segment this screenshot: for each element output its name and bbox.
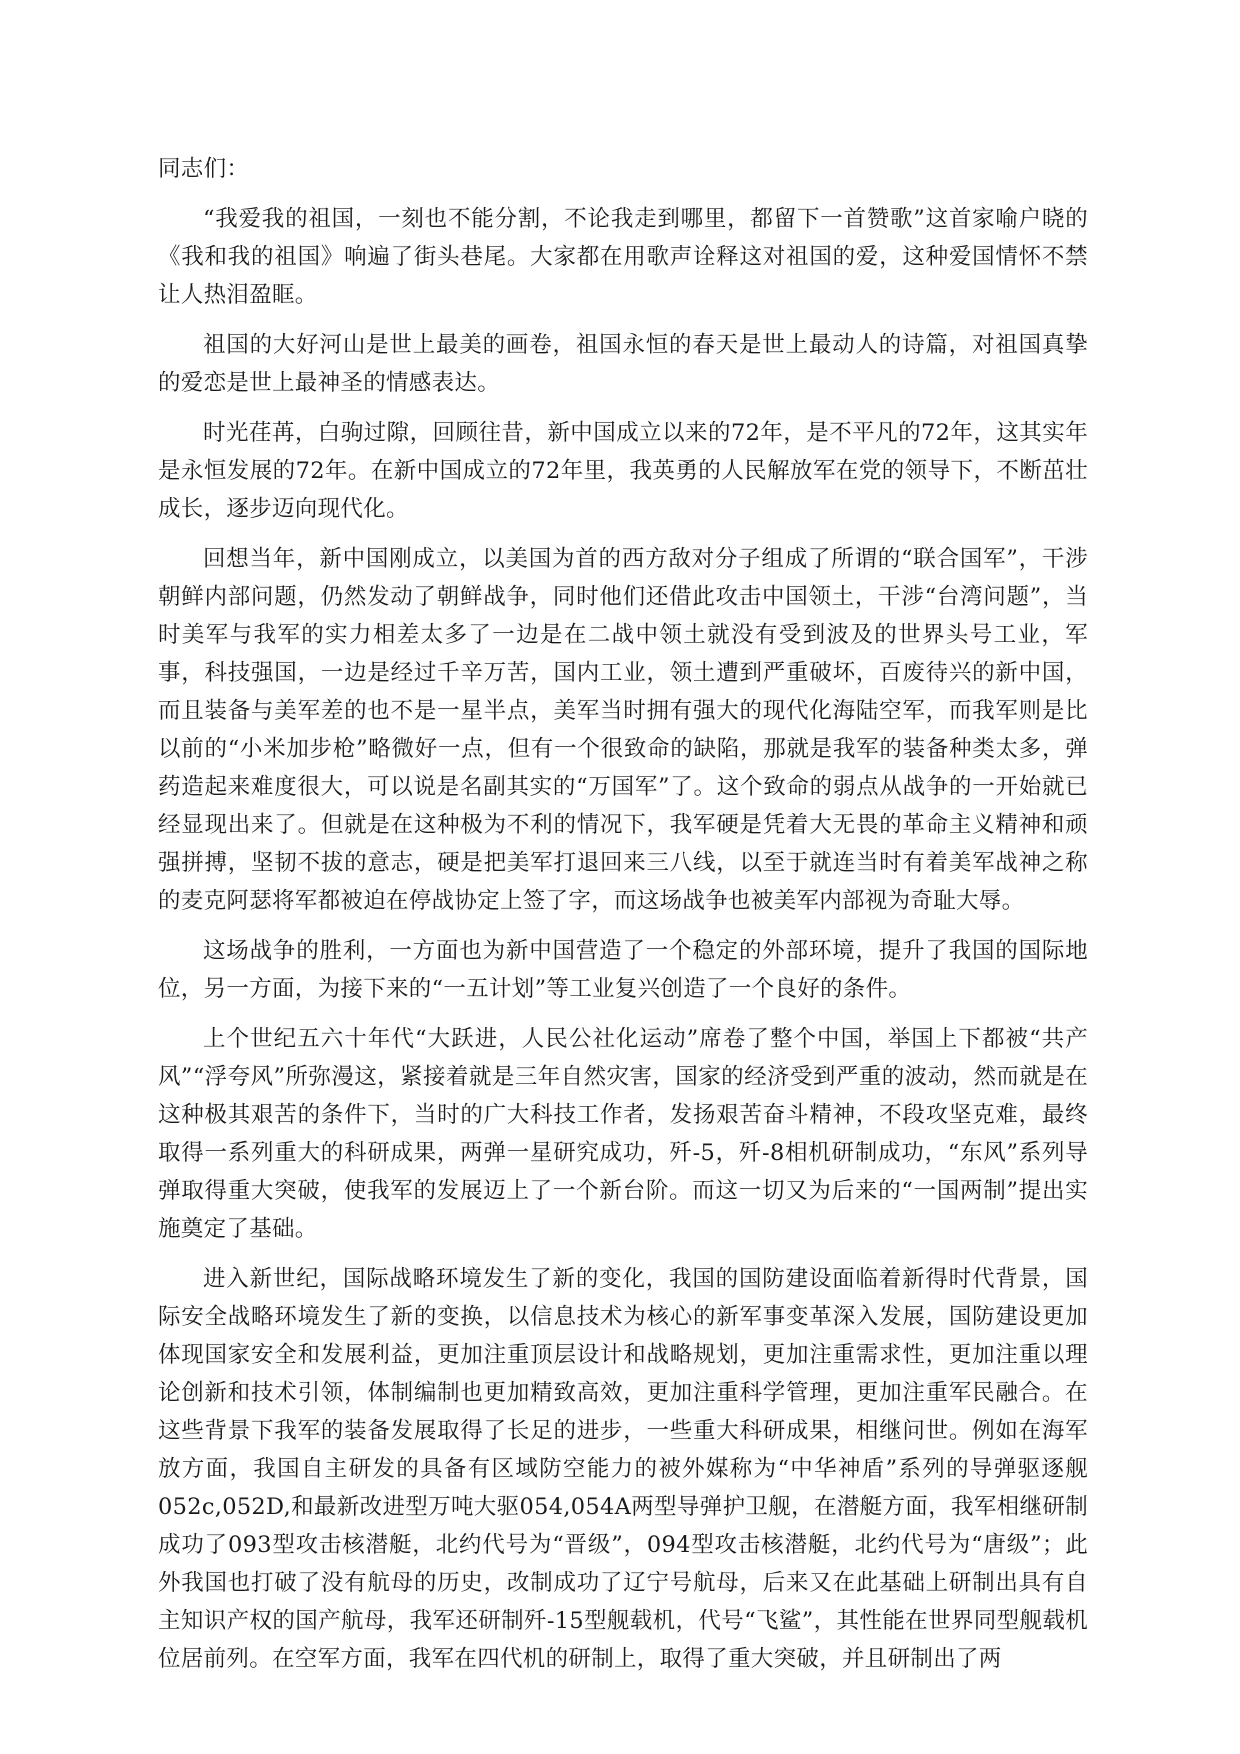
- paragraph: 时光荏苒，白驹过隙，回顾往昔，新中国成立以来的72年，是不平凡的72年，这其实年是永恒发展的72年。在新中国成立的72年里，我英勇的人民解放军在党的领导下，不断茁壮成长，逐步迈向现代化。: [158, 420, 1088, 522]
- paragraph: “我爱我的祖国，一刻也不能分割，不论我走到哪里，都留下一首赞歌”这首家喻户晓的《我和我的祖国》响遍了街头巷尾。大家都在用歌声诠释这对祖国的爱，这种爱国情怀不禁让人热泪盈眶。: [158, 206, 1088, 308]
- document-page: [158, 150, 1088, 1690]
- paragraph: 回想当年，新中国刚成立，以美国为首的西方敌对分子组成了所谓的“联合国军”，干涉朝鲜内部问题，仍然发动了朝鲜战争，同时他们还借此攻击中国领土，干涉“台湾问题”，当时美军与我军的实力相差太多了一边是在二战中领土就没有受到波及的世界头号工业，军事，科技强国，一边是经过千辛万苦，国内工业，领土遭到严重破坏，百废待兴的新中国，而且装备与美军差的也不是一星半点，美军当时拥有强大的现代化海陆空军，而我军则是比以前的“小米加步枪”略微好一点，但有一个很致命的缺陷，那就是我军的装备种类太多，弹药造起来难度很大，可以说是名副其实的“万国军”了。这个致命的弱点从战争的一开始就已经显现出来了。但就是在这种极为不利的情况下，我军硬是凭着大无畏的革命主义精神和顽强拼搏，坚韧不拔的意志，硬是把美军打退回来三八线，以至于就连当时有着美军战神之称的麦克阿瑟将军都被迫在停战协定上签了字，而这场战争也被美军内部视为奇耻大辱。: [158, 546, 1088, 914]
- salutation: 同志们：: [158, 156, 250, 182]
- paragraph: 祖国的大好河山是世上最美的画卷，祖国永恒的春天是世上最动人的诗篇，对祖国真挚的爱恋是世上最神圣的情感表达。: [158, 332, 1088, 396]
- paragraph: 上个世纪五六十年代“大跃进，人民公社化运动”席卷了整个中国，举国上下都被“共产风”“浮夸风”所弥漫这，紧接着就是三年自然灾害，国家的经济受到严重的波动，然而就是在这种极其艰苦的条件下，当时的广大科技工作者，发扬艰苦奋斗精神，不段攻坚克难，最终取得一系列重大的科研成果，两弹一星研究成功，歼-5，歼-8相机研制成功，“东风”系列导弹取得重大突破，使我军的发展迈上了一个新台阶。而这一切又为后来的“一国两制”提出实施奠定了基础。: [158, 1026, 1088, 1242]
- paragraph: 这场战争的胜利，一方面也为新中国营造了一个稳定的外部环境，提升了我国的国际地位，另一方面，为接下来的“一五计划”等工业复兴创造了一个良好的条件。: [158, 938, 1088, 1002]
- paragraph: 进入新世纪，国际战略环境发生了新的变化，我国的国防建设面临着新得时代背景，国际安全战略环境发生了新的变换，以信息技术为核心的新军事变革深入发展，国防建设更加体现国家安全和发展利益，更加注重顶层设计和战略规划，更加注重需求性，更加注重以理论创新和技术引领，体制编制也更加精致高效，更加注重科学管理，更加注重军民融合。在这些背景下我军的装备发展取得了长足的进步，一些重大科研成果，相继问世。例如在海军放方面，我国自主研发的具备有区域防空能力的被外媒称为“中华神盾”系列的导弹驱逐舰052c,052D,和最新改进型万吨大驱054,054A两型导弹护卫舰，在潜艇方面，我军相继研制成功了093型攻击核潜艇，北约代号为“晋级”，094型攻击核潜艇，北约代号为“唐级”；此外我国也打破了没有航母的历史，改制成功了辽宁号航母，后来又在此基础上研制出具有自主知识产权的国产航母，我军还研制歼-15型舰载机，代号“飞鲨”，其性能在世界同型舰载机位居前列。在空军方面，我军在四代机的研制上，取得了重大突破，并且研制出了两: [158, 1266, 1088, 1672]
